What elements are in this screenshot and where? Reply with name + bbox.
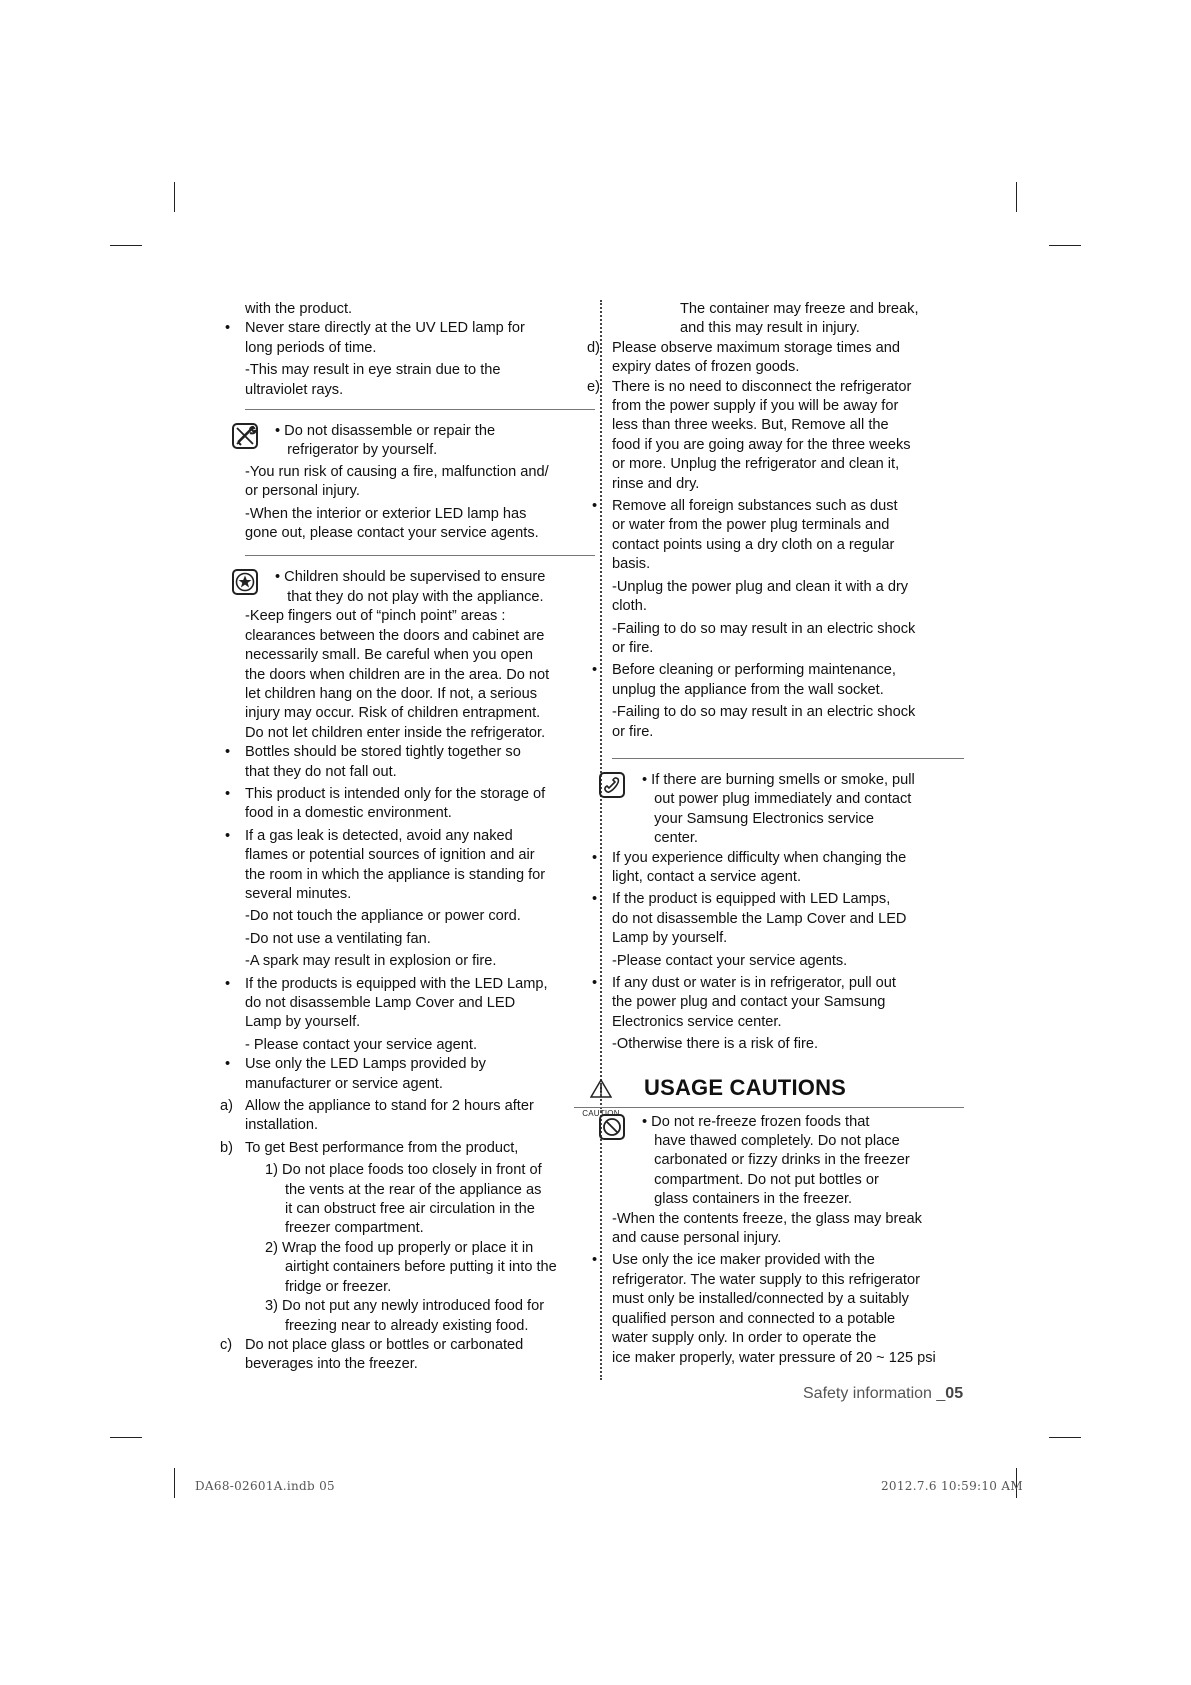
phone-contact-icon: [599, 772, 625, 798]
line-text: qualified person and connected to a potable: [612, 1310, 896, 1327]
line-text: If the products is equipped with the LED Lamp,: [245, 975, 548, 992]
text-line: [612, 639, 964, 658]
text-line: [245, 1200, 595, 1219]
text-line: [245, 1355, 595, 1374]
text-line: [612, 358, 964, 377]
text-line: [245, 1161, 595, 1180]
note-line: glass containers in the freezer.: [642, 1191, 853, 1208]
text-line: [612, 555, 964, 574]
note-line: refrigerator by yourself.: [275, 442, 438, 459]
note-line: • Do not re-freeze frozen foods that: [642, 1113, 870, 1130]
note-line: that they do not play with the appliance.: [275, 588, 544, 605]
line-text: Bottles should be stored tightly together so: [245, 744, 521, 761]
right-column: [582, 300, 964, 1368]
bullet-marker: •: [225, 827, 231, 844]
line-text: several minutes.: [245, 885, 352, 902]
text-line: [592, 1251, 964, 1270]
line-text: and cause personal injury.: [612, 1230, 782, 1247]
text-line: [612, 1290, 964, 1309]
crop-mark: [110, 1437, 142, 1438]
text-line: [245, 482, 595, 501]
line-text: the room in which the appliance is standing for: [245, 866, 546, 883]
note-line: out power plug immediately and contact: [642, 791, 912, 808]
line-text: To get Best performance from the product,: [245, 1139, 519, 1156]
crop-mark: [1016, 182, 1017, 212]
line-text: contact points using a dry cloth on a regular: [612, 536, 895, 553]
text-line: [245, 1116, 595, 1135]
line-text: Use only the LED Lamps provided by: [245, 1056, 486, 1073]
text-block: [245, 463, 598, 544]
line-text: This product is intended only for the storage of: [245, 785, 546, 802]
line-text: -This may result in eye strain due to the: [245, 362, 501, 379]
line-text: installation.: [245, 1117, 319, 1134]
text-line: [612, 1035, 964, 1054]
text-line: [245, 505, 595, 524]
line-text: expiry dates of frozen goods.: [612, 359, 800, 376]
separator-rule: [245, 409, 595, 410]
star-note-icon: [232, 569, 258, 595]
text-line: [225, 975, 598, 994]
text-line: [612, 475, 964, 494]
line-text: -When the contents freeze, the glass may break: [612, 1210, 922, 1227]
line-text: -Unplug the power plug and clean it with a dry: [612, 578, 909, 595]
line-text: food if you are going away for the three weeks: [612, 436, 911, 453]
crop-mark: [110, 245, 142, 246]
section-header: [582, 1073, 964, 1119]
text-line: [245, 952, 595, 971]
text-line: [612, 929, 964, 948]
line-text: let children hang on the door. If not, a serious: [245, 685, 538, 702]
text-line: [592, 849, 964, 868]
list-label: c): [220, 1336, 233, 1353]
crop-mark: [174, 1468, 175, 1498]
line-text: gone out, please contact your service agents.: [245, 525, 539, 542]
note-line: center.: [642, 830, 698, 847]
text-line: [245, 866, 595, 885]
line-text: -Please contact your service agents.: [612, 952, 848, 969]
line-text: Allow the appliance to stand for 2 hours after: [245, 1098, 534, 1115]
imprint-file: DA68-02601A.indb 05: [195, 1479, 335, 1493]
text-line: [225, 827, 595, 846]
text-line: [612, 516, 964, 535]
line-text: or personal injury.: [245, 483, 360, 500]
line-text: -When the interior or exterior LED lamp has: [245, 505, 527, 522]
list-label: a): [220, 1098, 233, 1115]
text-line: [245, 1013, 595, 1032]
separator-rule: [612, 758, 964, 759]
text-line: [245, 361, 595, 380]
page-number: 05: [945, 1385, 964, 1402]
line-text: with the product.: [245, 301, 353, 317]
line-text: long periods of time.: [245, 339, 377, 356]
line-text: less than three weeks. But, Remove all the: [612, 417, 889, 434]
line-text: the vents at the rear of the appliance as: [285, 1181, 542, 1198]
line-text: the power plug and contact your Samsung: [612, 994, 886, 1011]
text-line: [587, 378, 964, 397]
text-line: [245, 646, 595, 665]
line-text: -Failing to do so may result in an electric shock: [612, 620, 916, 637]
text-line: [612, 952, 964, 971]
bullet-marker: •: [592, 498, 598, 515]
list-label: e): [587, 378, 600, 395]
line-text: -Keep fingers out of “pinch point” areas :: [245, 608, 506, 625]
text-block: [587, 300, 964, 742]
line-text: necessarily small. Be careful when you open: [245, 647, 533, 664]
text-line: [220, 1139, 595, 1158]
text-line: [245, 1297, 595, 1316]
line-text: or fire.: [612, 723, 654, 740]
line-text: basis.: [612, 556, 651, 573]
bullet-marker: •: [225, 975, 231, 992]
line-text: do not disassemble the Lamp Cover and LED: [612, 910, 907, 927]
line-text: freezing near to already existing food.: [285, 1317, 529, 1334]
note-box: [612, 771, 964, 849]
footer-label: Safety information _: [803, 1385, 946, 1402]
text-line: [612, 620, 964, 639]
line-text: fridge or freezer.: [285, 1278, 392, 1295]
note-box: [612, 1113, 964, 1210]
text-line: [245, 724, 595, 743]
line-text: manufacturer or service agent.: [245, 1075, 443, 1092]
note-line: • Do not disassemble or repair the: [275, 423, 496, 440]
text-line: [612, 578, 964, 597]
page-footer: [803, 1385, 963, 1403]
line-text: flames or potential sources of ignition and air: [245, 847, 535, 864]
line-text: 1) Do not place foods too closely in front of: [265, 1162, 542, 1179]
line-text: Do not let children enter inside the refrigerator.: [245, 724, 546, 741]
text-line: [245, 930, 595, 949]
text-line: [225, 319, 595, 338]
note-box: [245, 422, 595, 461]
text-line: [245, 627, 595, 646]
crop-mark: [1049, 245, 1081, 246]
text-line: [245, 1036, 595, 1055]
line-text: refrigerator. The water supply to this refrigerator: [612, 1271, 920, 1288]
bullet-marker: •: [225, 785, 231, 802]
text-line: [612, 1310, 964, 1329]
text-line: [245, 704, 595, 723]
section-rule: [574, 1107, 964, 1108]
line-text: or more. Unplug the refrigerator and clean it,: [612, 456, 900, 473]
text-line: [612, 1210, 964, 1229]
line-text: from the power supply if you will be away for: [612, 398, 899, 415]
text-line: [592, 661, 964, 680]
caution-label: CAUTION: [582, 1109, 620, 1119]
line-text: cloth.: [612, 598, 647, 615]
line-text: -Do not touch the appliance or power cord.: [245, 908, 521, 925]
line-text: Lamp by yourself.: [245, 1014, 361, 1031]
text-line: [245, 804, 595, 823]
text-line: [245, 1181, 595, 1200]
text-line: [612, 681, 964, 700]
prohibited-icon: [599, 1114, 625, 1140]
note-line: • If there are burning smells or smoke, pull: [642, 771, 915, 788]
bullet-marker: •: [592, 662, 598, 679]
line-text: -Otherwise there is a risk of fire.: [612, 1036, 818, 1053]
crop-mark: [1049, 1437, 1081, 1438]
text-line: [592, 974, 964, 993]
text-line: [592, 890, 964, 909]
text-line: [245, 685, 595, 704]
text-line: [245, 524, 595, 543]
line-text: food in a domestic environment.: [245, 805, 452, 822]
bullet-marker: •: [225, 744, 231, 761]
text-line: [612, 455, 964, 474]
text-line: [612, 1229, 964, 1248]
text-line: [612, 703, 964, 722]
text-line: [245, 763, 595, 782]
text-line: [245, 607, 595, 626]
list-label: d): [587, 339, 600, 356]
text-block: [225, 300, 595, 400]
line-text: and this may result in injury.: [680, 320, 860, 337]
line-text: rinse and dry.: [612, 475, 700, 492]
crop-mark: [174, 182, 175, 212]
text-line: [612, 416, 964, 435]
line-text: The container may freeze and break,: [680, 301, 919, 317]
text-line: [245, 907, 595, 926]
list-label: b): [220, 1139, 233, 1156]
bullet-marker: •: [592, 1252, 598, 1269]
text-line: [612, 397, 964, 416]
line-text: 2) Wrap the food up properly or place it in: [265, 1239, 534, 1256]
line-text: If any dust or water is in refrigerator, pull out: [612, 975, 896, 991]
line-text: -Failing to do so may result in an electric shock: [612, 704, 916, 721]
note-line: compartment. Do not put bottles or: [642, 1171, 879, 1188]
note-line: your Samsung Electronics service: [642, 810, 874, 827]
bullet-marker: •: [225, 1056, 231, 1073]
text-line: [245, 1239, 595, 1258]
line-text: Lamp by yourself.: [612, 930, 728, 947]
text-line: [245, 846, 595, 865]
note-line: • Children should be supervised to ensure: [275, 569, 546, 586]
bullet-marker: •: [592, 849, 598, 866]
text-line: [612, 300, 964, 319]
line-text: freezer compartment.: [285, 1220, 424, 1237]
text-line: [587, 339, 964, 358]
line-text: Never stare directly at the UV LED lamp for: [245, 320, 525, 337]
text-line: [612, 319, 964, 338]
line-text: unplug the appliance from the wall socket.: [612, 681, 884, 698]
line-text: If a gas leak is detected, avoid any naked: [245, 827, 513, 844]
text-line: [245, 381, 595, 400]
line-text: Electronics service center.: [612, 1013, 782, 1030]
text-line: [245, 1219, 595, 1238]
line-text: or fire.: [612, 639, 654, 656]
line-text: airtight containers before putting it into the: [285, 1259, 557, 1276]
line-text: water supply only. In order to operate the: [612, 1330, 877, 1347]
text-line: [612, 1329, 964, 1348]
bullet-marker: •: [225, 320, 231, 337]
text-line: [612, 723, 964, 742]
bullet-marker: •: [592, 891, 598, 908]
text-line: [245, 1075, 595, 1094]
line-text: must only be installed/connected by a suitably: [612, 1291, 909, 1308]
line-text: 3) Do not put any newly introduced food for: [265, 1298, 545, 1315]
text-line: [245, 885, 595, 904]
text-line: [245, 300, 595, 319]
text-block: [592, 849, 964, 1055]
line-text: injury may occur. Risk of children entrapment.: [245, 705, 541, 722]
line-text: ice maker properly, water pressure of 20 ~ 125 psi: [612, 1349, 936, 1366]
line-text: clearances between the doors and cabinet are: [245, 627, 545, 644]
text-line: [612, 1349, 964, 1368]
text-line: [245, 994, 595, 1013]
line-text: -Do not use a ventilating fan.: [245, 930, 431, 947]
column-divider: [600, 300, 602, 1380]
text-line: [220, 1097, 595, 1116]
line-text: beverages into the freezer.: [245, 1356, 418, 1373]
text-block: [592, 1210, 964, 1368]
text-line: [245, 339, 595, 358]
line-text: Use only the ice maker provided with the: [612, 1252, 875, 1269]
line-text: If you experience difficulty when changing the: [612, 849, 907, 866]
text-line: [612, 1013, 964, 1032]
text-block: [220, 607, 598, 1374]
line-text: -A spark may result in explosion or fire.: [245, 953, 497, 970]
line-text: do not disassemble Lamp Cover and LED: [245, 995, 516, 1011]
line-text: Please observe maximum storage times and: [612, 339, 900, 356]
section-title: USAGE CAUTIONS: [644, 1074, 847, 1100]
text-line: [245, 463, 595, 482]
text-line: [225, 1055, 595, 1074]
line-text: it can obstruct free air circulation in the: [285, 1201, 535, 1218]
text-line: [612, 993, 964, 1012]
line-text: Remove all foreign substances such as dust: [612, 498, 898, 515]
line-text: that they do not fall out.: [245, 763, 397, 780]
text-line: [245, 666, 595, 685]
line-text: the doors when children are in the area. Do not: [245, 666, 550, 683]
text-line: [220, 1336, 595, 1355]
text-line: [612, 868, 964, 887]
text-line: [245, 1258, 595, 1277]
text-line: [225, 743, 595, 762]
note-line: carbonated or fizzy drinks in the freezer: [642, 1152, 910, 1169]
line-text: Do not place glass or bottles or carbonated: [245, 1336, 524, 1353]
line-text: There is no need to disconnect the refrigerator: [612, 378, 912, 395]
text-line: [612, 536, 964, 555]
line-text: or water from the power plug terminals and: [612, 517, 890, 534]
line-text: - Please contact your service agent.: [245, 1036, 477, 1053]
note-box: [245, 568, 595, 607]
line-text: Before cleaning or performing maintenance,: [612, 662, 896, 679]
text-line: [612, 1271, 964, 1290]
text-line: [612, 910, 964, 929]
text-line: [612, 597, 964, 616]
no-disassembly-icon: [232, 423, 258, 449]
line-text: -You run risk of causing a fire, malfunction and/: [245, 463, 549, 480]
line-text: ultraviolet rays.: [245, 381, 344, 398]
text-line: [612, 436, 964, 455]
line-text: light, contact a service agent.: [612, 868, 802, 885]
text-line: [592, 497, 964, 516]
line-text: If the product is equipped with LED Lamps,: [612, 891, 891, 908]
note-line: have thawed completely. Do not place: [642, 1133, 900, 1150]
text-line: [245, 1278, 595, 1297]
separator-rule: [245, 555, 595, 556]
text-line: [225, 785, 595, 804]
bullet-marker: •: [592, 975, 598, 991]
left-column: [220, 300, 598, 1375]
imprint-date: 2012.7.6 10:59:10 AM: [881, 1479, 1023, 1493]
text-line: [245, 1317, 595, 1336]
